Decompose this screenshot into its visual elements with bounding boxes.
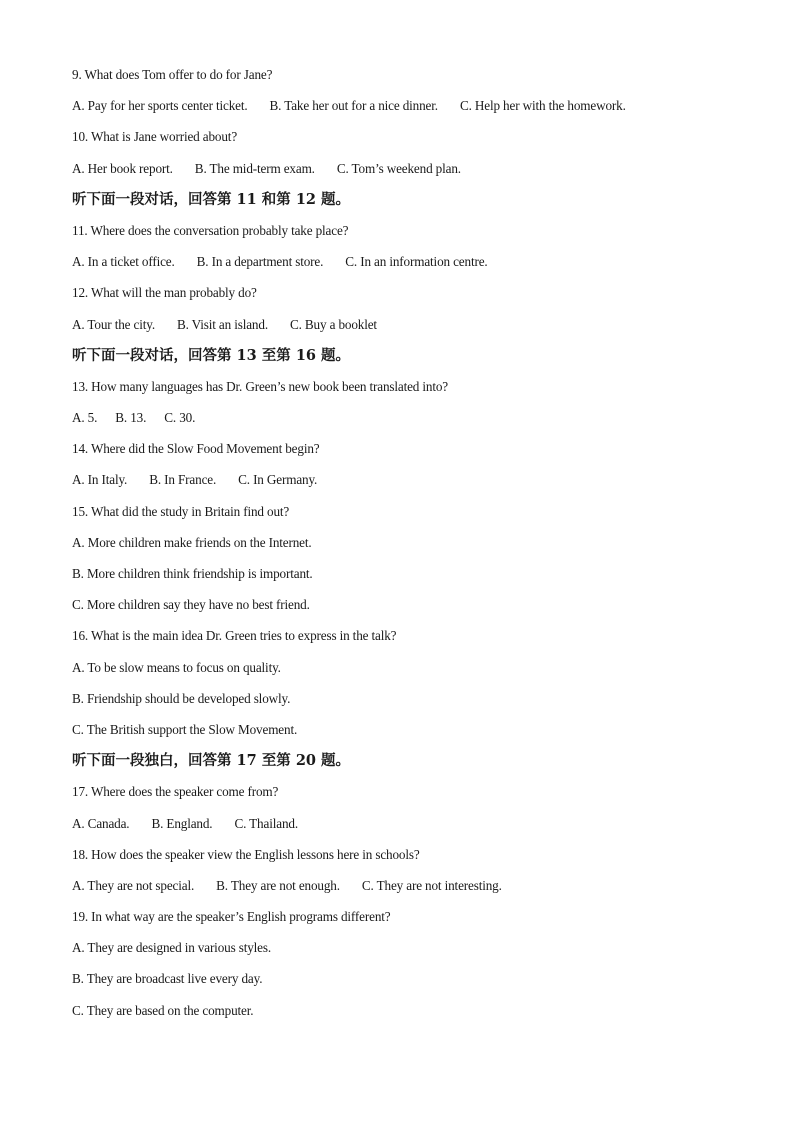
question-16-option-b: B. Friendship should be developed slowly. [72,690,291,706]
question-18-option-b: B. They are not enough. [216,877,340,893]
question-10-options [72,158,732,189]
question-16-option-c: C. The British support the Slow Movement. [72,721,298,737]
question-17-option-c: C. Thailand. [234,815,298,831]
question-15-option-a: A. More children make friends on the Internet. [72,534,312,550]
question-18-options [72,875,732,906]
question-14: 14. Where did the Slow Food Movement begin? [72,441,320,457]
question-17-options [72,813,732,844]
question-9: 9. What does Tom offer to do for Jane? [72,67,273,82]
question-19-option-c: C. They are based on the computer. [72,1002,254,1018]
question-12-option-b: B. Visit an island. [176,316,268,332]
question-15-option-b: B. More children think friendship is important. [72,566,313,581]
question-14-option-b: B. In France. [149,472,217,488]
question-10-option-a: A. Her book report. [72,160,173,176]
question-13-option-c: C. 30. [164,410,196,426]
question-11-option-c: C. In an information centre. [345,254,488,270]
question-11-options [72,251,732,282]
question-9-option-a: A. Pay for her sports center ticket. [72,98,248,114]
section-heading-17-20: 听下面一段独白，回答第 17 至第 20 题。 [72,752,351,770]
question-10: 10. What is Jane worried about? [72,129,238,145]
question-18-option-c: C. They are not interesting. [361,877,502,893]
question-14-option-a: A. In Italy. [72,472,128,488]
question-12-option-c: C. Buy a booklet [289,316,377,332]
question-10-option-b: B. The mid-term exam. [194,160,315,176]
question-13-options [72,407,732,438]
question-17: 17. Where does the speaker come from? [72,784,279,800]
question-14-options [72,469,732,500]
question-13: 13. How many languages has Dr. Green’s new book been translated into? [72,378,449,394]
question-19-option-a: A. They are designed in various styles. [72,940,272,956]
question-11: 11. Where does the conversation probably take place? [72,222,349,238]
question-13-option-a: A. 5. [72,410,98,426]
question-19: 19. In what way are the speaker’s English programs different? [72,909,391,925]
question-12-options [72,314,732,345]
question-12: 12. What will the man probably do? [72,285,257,301]
question-13-option-b: B. 13. [115,410,147,426]
question-14-option-c: C. In Germany. [238,472,318,488]
question-19-option-b: B. They are broadcast live every day. [72,971,263,987]
question-9-option-c: C. Help her with the homework. [459,98,626,114]
exam-page [72,64,732,1031]
question-10-option-c: C. Tom’s weekend plan. [336,160,461,176]
question-16-option-a: A. To be slow means to focus on quality. [72,659,281,675]
question-17-option-a: A. Canada. [72,815,130,831]
question-15: 15. What did the study in Britain find out? [72,503,290,519]
question-12-option-a: A. Tour the city. [72,316,155,332]
section-heading-13-16: 听下面一段对话，回答第 13 至第 16 题。 [72,346,351,364]
question-17-option-b: B. England. [151,815,213,831]
question-18: 18. How does the speaker view the English lessons here in schools? [72,846,420,862]
section-heading-11-12: 听下面一段对话，回答第 11 和第 12 题。 [72,190,351,208]
question-16: 16. What is the main idea Dr. Green tries to express in the talk? [72,628,397,644]
question-11-option-a: A. In a ticket office. [72,254,175,270]
question-9-option-b: B. Take her out for a nice dinner. [269,98,438,114]
question-9-options [72,95,732,126]
question-11-option-b: B. In a department store. [196,254,324,270]
question-15-option-c: C. More children say they have no best friend. [72,597,310,613]
question-18-option-a: A. They are not special. [72,877,195,893]
